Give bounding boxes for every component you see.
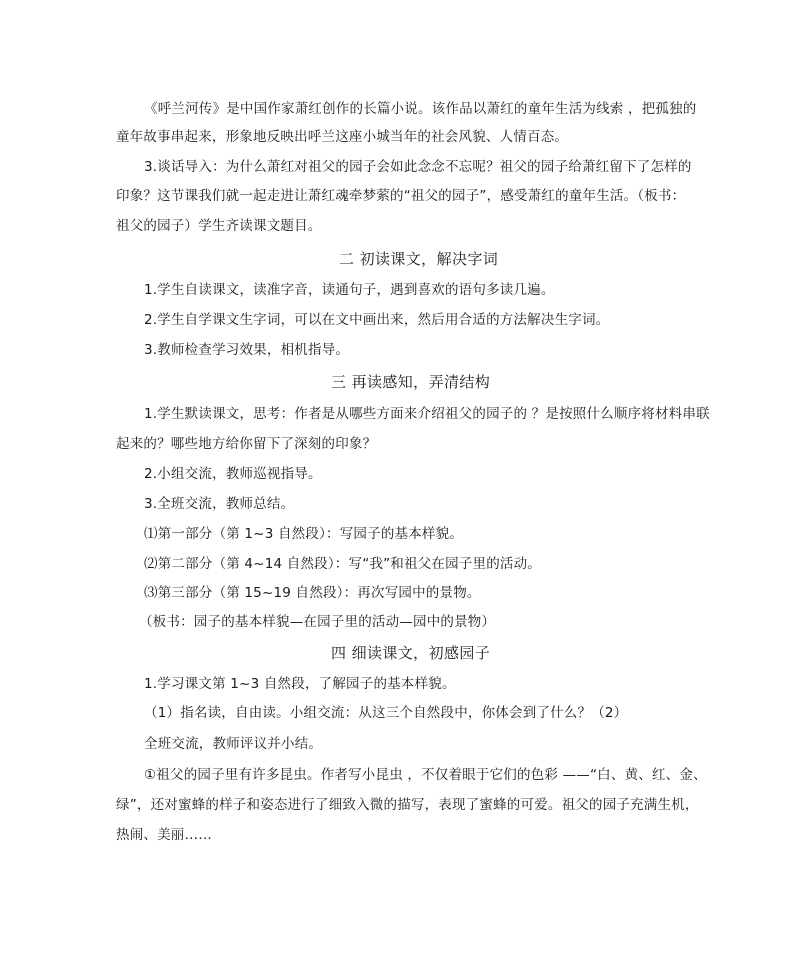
section-3-part-1: ⑴第一部分（第 1~3 自然段）：写园子的基本样貌。 [144,526,464,542]
section-4-heading: 四 细读课文，初感园子 [331,644,491,662]
section-4-sub-2: 全班交流，教师评议并小结。 [144,736,323,752]
step3-line-3: 祖父的园子）学生齐读课文题目。 [116,218,322,234]
section-2-heading: 二 初读课文，解决字词 [339,250,499,268]
section-2-item-2: 2.学生自学课文生字词，可以在文中画出来，然后用合适的方法解决生字词。 [144,312,610,328]
section-4-sub-1: （1）指名读，自由读。小组交流：从这三个自然段中，你体会到了什么？（2） [144,705,628,721]
section-2-item-3: 3.教师检查学习效果，相机指导。 [144,342,350,358]
section-3-item-2: 2.小组交流，教师巡视指导。 [144,466,322,482]
intro-line-1: 《呼兰河传》是中国作家萧红创作的长篇小说。该作品以萧红的童年生活为线索 ，把孤独的 [144,101,697,117]
section-3-part-2: ⑵第二部分（第 4~14 自然段）：写“我”和祖父在园子里的活动。 [144,556,541,572]
section-2-item-1: 1.学生自读课文，读准字音，读通句子，遇到喜欢的语句多读几遍。 [144,282,555,298]
section-3-board: （板书：园子的基本样貌—在园子里的活动—园中的景物） [139,614,496,630]
section-4-point-1-line-2: 绿”，还对蜜蜂的样子和姿态进行了细致入微的描写，表现了蜜蜂的可爱。祖父的园子充满生机， [116,797,699,813]
section-4-point-1-line-1: ①祖父的园子里有许多昆虫。作者写小昆虫 ，不仅着眼于它们的色彩 ——“白、黄、红、金、 [144,767,707,783]
step3-line-2: 印象？这节课我们就一起走进让萧红魂牵梦萦的“祖父的园子”，感受萧红的童年生活。（板书： [116,188,686,204]
section-3-part-3: ⑶第三部分（第 15~19 自然段）：再次写园中的景物。 [144,585,481,601]
section-3-item-1-line-1: 1.学生默读课文，思考：作者是从哪些方面来介绍祖父的园子的 ？是按照什么顺序将材料串联 [144,406,710,422]
intro-line-2: 童年故事串起来，形象地反映出呼兰这座小城当年的社会风貌、人情百态。 [116,129,569,145]
section-4-item-1: 1.学习课文第 1~3 自然段，了解园子的基本样貌。 [144,676,456,692]
step3-line-1: 3.谈话导入：为什么萧红对祖父的园子会如此念念不忘呢？祖父的园子给萧红留下了怎样的 [144,159,692,175]
section-3-item-1-line-2: 起来的？哪些地方给你留下了深刻的印象？ [116,436,377,452]
section-3-item-3: 3.全班交流，教师总结。 [144,496,295,512]
section-3-heading: 三 再读感知，弄清结构 [331,373,491,391]
section-4-point-1-line-3: 热闹、美丽…… [116,827,212,843]
